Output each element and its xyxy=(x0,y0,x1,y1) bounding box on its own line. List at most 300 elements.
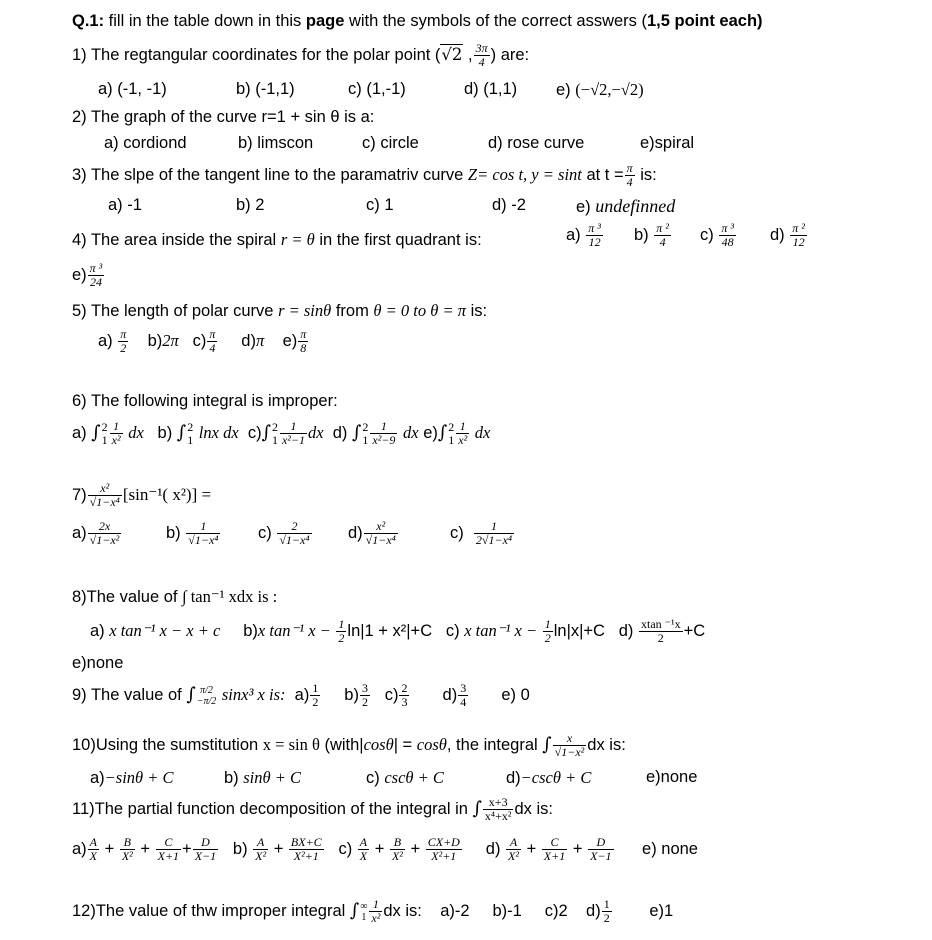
q3-at: at t = xyxy=(581,165,624,184)
q3-option-b: b) 2 xyxy=(236,196,265,214)
q11-b-t1-den: X² xyxy=(255,849,267,863)
q4-option-e-den: 24 xyxy=(89,275,102,289)
header-points: 1,5 point each xyxy=(647,12,758,30)
q7-option-b-den: √1−x⁴ xyxy=(188,533,219,547)
q9-limits xyxy=(197,685,217,707)
q10-cos-abs: cosθ xyxy=(363,734,394,754)
header-close: ) xyxy=(757,12,763,30)
q5-option-c-num: π xyxy=(209,327,216,341)
q11-option-c-label: c) xyxy=(338,839,353,858)
q3-option-c: c) 1 xyxy=(366,196,394,214)
header-text: fill in the table down in this xyxy=(104,12,306,30)
q8-options xyxy=(90,618,705,645)
q5-stem xyxy=(72,300,487,322)
q6-stem: 6) The following integral is improper: xyxy=(72,392,338,410)
q3-t-value xyxy=(625,162,635,189)
q9-line xyxy=(72,682,530,709)
q10-integrand-den: √1−x² xyxy=(554,745,585,759)
q7-option-a xyxy=(72,520,122,547)
q7-option-b-num: 1 xyxy=(186,520,220,534)
q10-stem-end: dx is: xyxy=(587,735,626,754)
q4-option-b-num: π ² xyxy=(656,221,669,235)
q4-option-d xyxy=(770,222,808,249)
q4-option-a-label: a) xyxy=(566,225,581,244)
q7-expression: [sin⁻¹( x²)] = xyxy=(122,484,212,504)
q6-c-den: x²−1 xyxy=(281,433,305,447)
q11-d-t2 xyxy=(542,836,567,863)
q7-option-e-den: 2√1−x⁴ xyxy=(475,533,513,547)
q4-stem-end: in the first quadrant is: xyxy=(314,231,482,249)
q11-a-t3 xyxy=(156,836,181,863)
q10-option-a-label: a) xyxy=(90,769,105,787)
q5-option-a-num: π xyxy=(120,327,127,341)
q8-option-c-half xyxy=(543,618,553,645)
q6-d-den: x²−9 xyxy=(372,433,396,447)
q11-option-b-label: b) xyxy=(232,839,248,858)
q9-lower-num: −π xyxy=(196,695,209,707)
q6-a-upper: 2 xyxy=(101,419,108,434)
q11-c-t2-den: X² xyxy=(391,849,403,863)
q5-from: from xyxy=(331,302,374,320)
q7-option-e xyxy=(450,520,515,547)
q6-e-den: x² xyxy=(458,433,468,447)
q5-option-c-frac xyxy=(207,328,217,355)
q12-option-b: b)-1 xyxy=(492,901,522,920)
q9-option-b-label: b) xyxy=(344,685,359,704)
q11-a-t1-den: X xyxy=(89,849,98,863)
q5-option-c-label: c) xyxy=(192,331,207,350)
q6-b-limits xyxy=(187,421,193,447)
q9-option-a-label: a) xyxy=(294,685,310,704)
q8-option-c-half-den: 2 xyxy=(544,631,551,645)
q9-stem-text: 9) The value of xyxy=(72,685,187,704)
q6-d-num: 1 xyxy=(370,420,397,434)
q3-option-a: a) -1 xyxy=(108,196,142,214)
q6-c-dx: dx xyxy=(307,422,324,442)
q1-angle-num: 3π xyxy=(475,41,488,55)
q11-a-t4 xyxy=(193,836,218,863)
q7-option-c-frac xyxy=(277,520,311,547)
q6-b-integrand: lnx dx xyxy=(198,422,239,442)
q11-a-t2 xyxy=(120,836,135,863)
q8-option-a-label: a) xyxy=(90,621,105,640)
q6-option-d-label: d) xyxy=(332,423,348,442)
q10-substitution: x = sin θ xyxy=(262,734,320,754)
q9-option-b-num: 3 xyxy=(361,681,368,695)
q10-cos: cosθ xyxy=(416,734,447,754)
q3-option-e-value: undefinned xyxy=(595,196,676,216)
q4-option-e-label: e) xyxy=(72,265,87,284)
q6-a-den: x² xyxy=(111,433,121,447)
q4-option-c-label: c) xyxy=(700,225,714,244)
q9-option-d-label: d) xyxy=(442,685,458,704)
q10-stem xyxy=(72,732,626,759)
q4-option-d-den: 12 xyxy=(792,235,805,249)
q12-option-d-label: d) xyxy=(586,901,601,920)
q10-option-b-label: b) xyxy=(224,769,244,787)
q10-stem-c: | = xyxy=(393,735,417,754)
q4-option-a xyxy=(566,222,604,249)
q11-options xyxy=(72,836,698,863)
q3-option-e-label: e) xyxy=(576,198,596,216)
q7-option-a-label: a) xyxy=(72,523,87,542)
q5-option-a-den: 2 xyxy=(120,341,127,355)
q11-d-t1 xyxy=(506,836,521,863)
q12-integrand xyxy=(369,898,382,925)
q8-option-b-half-num: 1 xyxy=(338,617,345,631)
q11-d-t2-den: X+1 xyxy=(543,849,566,863)
q8-option-d-tail: +C xyxy=(683,621,706,640)
q8-option-b-half-den: 2 xyxy=(338,631,345,645)
q11-a-t1-num: A xyxy=(89,835,98,849)
q5-option-e-frac xyxy=(298,328,308,355)
q12-option-c: c)2 xyxy=(544,901,568,920)
q11-option-e: e) none xyxy=(642,839,698,858)
q4-option-e-frac xyxy=(88,262,105,289)
q8-option-c-half-num: 1 xyxy=(544,617,551,631)
q8-option-c-tail: ln|x|+C xyxy=(553,621,605,640)
q8-option-b-half xyxy=(336,618,346,645)
q8-option-b-label: b) xyxy=(243,621,258,640)
q5-option-c-den: 4 xyxy=(209,341,216,355)
q7-number: 7) xyxy=(72,485,87,504)
q6-option-e-label: e) xyxy=(423,423,438,442)
q11-c-plus-1: + xyxy=(374,839,385,858)
q12-integrand-den: x² xyxy=(371,911,381,925)
q12-lower: 1 xyxy=(361,911,367,923)
q10-option-c-label: c) xyxy=(366,769,385,787)
q11-d-t1-den: X² xyxy=(508,849,519,863)
q10-option-c xyxy=(366,768,444,788)
q6-a-num: 1 xyxy=(110,420,123,434)
q3-stem-text: 3) The slpe of the tangent line to the paramatriv curve xyxy=(72,165,468,184)
q5-option-b-label: b) xyxy=(147,331,163,350)
q11-b-t2 xyxy=(289,836,324,863)
q5-option-e-num: π xyxy=(300,327,307,341)
q7-derivative xyxy=(88,482,122,509)
q6-d-lower: 1 xyxy=(362,432,369,447)
q7-option-a-frac xyxy=(88,520,122,547)
q8-option-e: e)none xyxy=(72,654,124,672)
q2-option-d: d) rose curve xyxy=(488,134,585,152)
q1-comma: , xyxy=(463,45,473,64)
q5-range: θ = 0 to θ = π xyxy=(373,301,467,320)
q8-option-d-num: xtan ⁻¹x xyxy=(640,617,681,631)
q11-c-t1-den: X xyxy=(359,849,368,863)
q9-option-d-den: 4 xyxy=(460,695,467,709)
q6-a-dx: dx xyxy=(128,422,144,442)
q11-stem xyxy=(72,796,553,823)
q11-c-t2 xyxy=(390,836,405,863)
q6-c-integral-icon: ∫ xyxy=(261,421,271,443)
q10-integral-icon: ∫ xyxy=(542,733,552,755)
q5-option-a-label: a) xyxy=(98,331,113,350)
q6-e-num: 1 xyxy=(456,420,469,434)
q11-b-t1 xyxy=(253,836,268,863)
q4-option-a-num: π ³ xyxy=(588,221,601,235)
q1-stem-end: ) are: xyxy=(490,45,530,64)
q3-stem xyxy=(72,162,657,189)
q11-a-t3-den: X+1 xyxy=(157,849,180,863)
q1-stem-text: 1) The regtangular coordinates for the polar point ( xyxy=(72,45,441,64)
q9-lower-den: 2 xyxy=(211,695,217,707)
q11-integrand-num: x+3 xyxy=(483,796,514,810)
q11-d-plus-2: + xyxy=(572,839,583,858)
q9-option-c-frac xyxy=(399,682,409,709)
q11-c-t3-num: CX+D xyxy=(427,835,460,849)
q9-option-a-den: 2 xyxy=(312,695,319,709)
q1-option-d: d) (1,1) xyxy=(464,80,518,98)
q3-option-e xyxy=(576,196,675,217)
q6-d-limits xyxy=(362,421,368,447)
q9-upper-num: π xyxy=(200,684,206,696)
q5-option-d-label: d) xyxy=(241,331,256,350)
q1-angle xyxy=(474,42,490,69)
q11-d-plus-1: + xyxy=(526,839,537,858)
q11-b-t2-num: BX+C xyxy=(290,835,322,849)
q2-stem: 2) The graph of the curve r=1 + sin θ is a: xyxy=(72,108,375,126)
q9-option-c-den: 3 xyxy=(401,695,408,709)
q6-a-frac xyxy=(110,420,123,447)
q8-option-a-value: x tan⁻¹ x − x + c xyxy=(109,620,221,640)
q8-option-d-frac xyxy=(639,618,683,645)
q6-d-upper: 2 xyxy=(362,419,369,434)
q11-c-t2-num: B xyxy=(390,836,405,850)
q6-option-b-label: b) xyxy=(157,423,173,442)
q10-option-b xyxy=(224,768,301,788)
q1-option-e-label: e) xyxy=(556,81,571,99)
q11-c-t3 xyxy=(426,836,462,863)
q9-option-a-num: 1 xyxy=(312,681,319,695)
q9-option-c-num: 2 xyxy=(401,681,408,695)
q6-b-upper: 2 xyxy=(187,419,194,434)
q3-curve: Z= cos t, y = sint xyxy=(467,164,582,184)
q6-e-upper: 2 xyxy=(448,419,455,434)
q12-option-d-num: 1 xyxy=(603,897,610,911)
q5-option-e-label: e) xyxy=(282,331,298,350)
q6-e-dx: dx xyxy=(474,422,491,442)
q11-c-t1-num: A xyxy=(359,835,368,849)
q6-a-lower: 1 xyxy=(101,432,108,447)
q11-d-t3 xyxy=(588,836,613,863)
q10-option-a xyxy=(90,768,174,788)
q6-e-integral-icon: ∫ xyxy=(437,421,448,443)
q9-option-a-frac xyxy=(310,682,320,709)
q11-integrand xyxy=(483,796,514,823)
q4-option-a-den: 12 xyxy=(588,235,601,249)
q7-option-d-num: x² xyxy=(364,520,398,534)
q4-option-e-num: π ³ xyxy=(89,261,103,275)
q2-option-a: a) cordiond xyxy=(104,134,187,152)
q5-option-b-value: 2π xyxy=(162,330,179,350)
q4-stem-text: 4) The area inside the spiral xyxy=(72,231,281,249)
q10-option-d xyxy=(506,768,591,788)
q7-d-num: x² xyxy=(88,482,122,496)
q10-integrand-num: x xyxy=(553,732,587,746)
q8-stem-text: 8)The value of xyxy=(72,588,183,606)
q6-e-frac xyxy=(456,420,469,447)
q5-stem-text: 5) The length of polar curve xyxy=(72,302,279,320)
q9-upper-den: 2 xyxy=(207,684,213,696)
q7-option-c xyxy=(258,520,313,547)
q6-e-lower: 1 xyxy=(448,432,455,447)
q11-a-plus-3: + xyxy=(182,839,192,858)
q7-option-d-den: √1−x⁴ xyxy=(365,533,396,547)
q11-a-t2-num: B xyxy=(120,836,135,850)
q9-option-b-den: 2 xyxy=(361,695,368,709)
q1-option-e-value: (−√2,−√2) xyxy=(575,80,644,99)
q7-option-e-frac xyxy=(474,520,514,547)
q9-option-c-label: c) xyxy=(384,685,399,704)
q6-c-num: 1 xyxy=(280,420,307,434)
q4-option-d-label: d) xyxy=(770,225,785,244)
q11-c-t1 xyxy=(358,836,369,863)
header-text-2: with the symbols of the correct asswers ( xyxy=(344,12,647,30)
q1-root: √2 xyxy=(441,44,463,64)
q6-c-limits xyxy=(272,421,278,447)
q1-angle-den: 4 xyxy=(478,55,485,69)
q6-options xyxy=(72,420,490,447)
q10-option-c-value: cscθ + C xyxy=(384,768,444,787)
q6-e-limits xyxy=(448,421,454,447)
q7-option-b-label: b) xyxy=(166,523,181,542)
q6-a-limits xyxy=(102,421,108,447)
q4-option-b-label: b) xyxy=(634,225,649,244)
q11-a-t1 xyxy=(88,836,99,863)
q10-option-d-label: d) xyxy=(506,769,521,787)
q4-stem xyxy=(72,229,482,251)
q11-a-t4-num: D xyxy=(193,836,218,850)
q8-option-d-den: 2 xyxy=(657,631,664,645)
q5-option-d-value: π xyxy=(255,330,265,350)
q4-option-e xyxy=(72,262,105,289)
q7-option-c-den: √1−x⁴ xyxy=(279,533,310,547)
q9-option-d-num: 3 xyxy=(460,681,467,695)
q5-stem-end: is: xyxy=(466,302,488,320)
q11-c-t3-den: X²+1 xyxy=(431,849,457,863)
q3-t-num: π xyxy=(626,161,633,175)
q6-b-lower: 1 xyxy=(187,432,194,447)
q11-d-t2-num: C xyxy=(542,836,567,850)
q7-option-a-num: 2x xyxy=(88,520,122,534)
q11-b-plus: + xyxy=(273,839,284,858)
q7-option-d xyxy=(348,520,399,547)
q5-options xyxy=(98,328,309,355)
q6-d-integral-icon: ∫ xyxy=(352,421,362,443)
q11-a-plus-2: + xyxy=(140,839,151,858)
q10-option-a-value: −sinθ + C xyxy=(104,768,174,787)
q2-option-e: e)spiral xyxy=(640,134,695,152)
q11-option-a-label: a) xyxy=(72,839,87,858)
q2-option-c: c) circle xyxy=(362,134,419,152)
q7-option-d-label: d) xyxy=(348,523,363,542)
q6-d-dx: dx xyxy=(403,422,419,442)
q11-a-plus-1: + xyxy=(104,839,115,858)
q12-stem-end: dx is: xyxy=(383,901,422,920)
q11-c-plus-2: + xyxy=(410,839,421,858)
q10-stem-d: , the integral xyxy=(446,735,543,754)
q10-option-b-value: sinθ + C xyxy=(243,768,302,787)
q1-option-a: a) (-1, -1) xyxy=(98,80,167,98)
q7-option-e-num: 1 xyxy=(474,520,514,534)
q6-c-upper: 2 xyxy=(271,419,278,434)
q12-upper: ∞ xyxy=(360,900,368,912)
q8-option-b-value: x tan⁻¹ x − xyxy=(257,620,331,640)
q12-integrand-num: 1 xyxy=(369,898,382,912)
q6-c-frac xyxy=(280,420,307,447)
q12-stem-text: 12)The value of thw improper integral xyxy=(72,901,350,920)
q12-option-d-den: 2 xyxy=(603,911,610,925)
q3-t-den: 4 xyxy=(626,175,633,189)
q3-stem-end: is: xyxy=(635,165,657,184)
q9-upper: π/2 xyxy=(200,684,213,696)
q4-option-d-frac xyxy=(790,222,807,249)
q9-option-d-frac xyxy=(458,682,468,709)
q9-lower: −π/2 xyxy=(196,695,217,707)
q12-line xyxy=(72,898,673,925)
q11-a-t4-den: X−1 xyxy=(194,849,217,863)
q2-option-b: b) limscon xyxy=(238,134,314,152)
q11-option-d-label: d) xyxy=(485,839,501,858)
q7-d-den: √1−x⁴ xyxy=(89,495,120,509)
q1-option-b: b) (-1,1) xyxy=(236,80,295,98)
q7-option-b xyxy=(166,520,221,547)
q12-integral-icon: ∫ xyxy=(349,899,360,921)
q7-option-d-frac xyxy=(364,520,398,547)
q11-stem-end: dx is: xyxy=(514,799,553,818)
q10-option-e: e)none xyxy=(646,768,698,786)
q9-integrand: sinx³ x is: xyxy=(221,684,286,704)
q10-integrand xyxy=(553,732,587,759)
q11-a-t3-num: C xyxy=(156,836,181,850)
q4-option-c xyxy=(700,222,737,249)
q12-limits xyxy=(360,901,367,923)
q6-option-a-label: a) xyxy=(72,423,87,442)
q5-curve: r = sinθ xyxy=(278,301,332,320)
q11-a-t2-den: X² xyxy=(121,849,133,863)
q6-a-integral-icon: ∫ xyxy=(91,421,101,443)
q8-option-b-tail: ln|1 + x²|+C xyxy=(347,621,433,640)
q6-option-c-label: c) xyxy=(247,423,262,442)
q12-option-e: e)1 xyxy=(649,901,674,920)
q11-d-t1-num: A xyxy=(506,836,521,850)
q7-option-c-num: 2 xyxy=(277,520,311,534)
q12-option-d-frac xyxy=(602,898,612,925)
q11-d-t3-den: X−1 xyxy=(590,849,612,863)
header-page-word: page xyxy=(305,12,345,30)
q4-option-c-num: π ³ xyxy=(721,221,734,235)
q6-c-lower: 1 xyxy=(271,432,278,447)
q1-option-c: c) (1,-1) xyxy=(348,80,406,98)
q10-option-d-value: −cscθ + C xyxy=(520,768,592,787)
q9-option-b-frac xyxy=(360,682,370,709)
q11-b-t2-den: X²+1 xyxy=(293,849,319,863)
q1-stem xyxy=(72,42,529,69)
q4-option-a-frac xyxy=(586,222,603,249)
q7-option-c-label: c) xyxy=(258,523,272,542)
q4-option-b-frac xyxy=(654,222,671,249)
q4-option-c-frac xyxy=(719,222,736,249)
q11-stem-text: 11)The partial function decomposition of the integral in xyxy=(72,799,473,818)
q3-option-d: d) -2 xyxy=(492,196,526,214)
q12-option-a: a)-2 xyxy=(440,901,470,920)
q11-integral-icon: ∫ xyxy=(472,797,482,819)
q5-option-a-frac xyxy=(118,328,128,355)
q11-integrand-den: x⁴+x² xyxy=(484,809,512,823)
q11-b-t1-num: A xyxy=(253,836,268,850)
q10-stem-b: (with| xyxy=(319,735,364,754)
q7-option-a-den: √1−x² xyxy=(89,533,120,547)
